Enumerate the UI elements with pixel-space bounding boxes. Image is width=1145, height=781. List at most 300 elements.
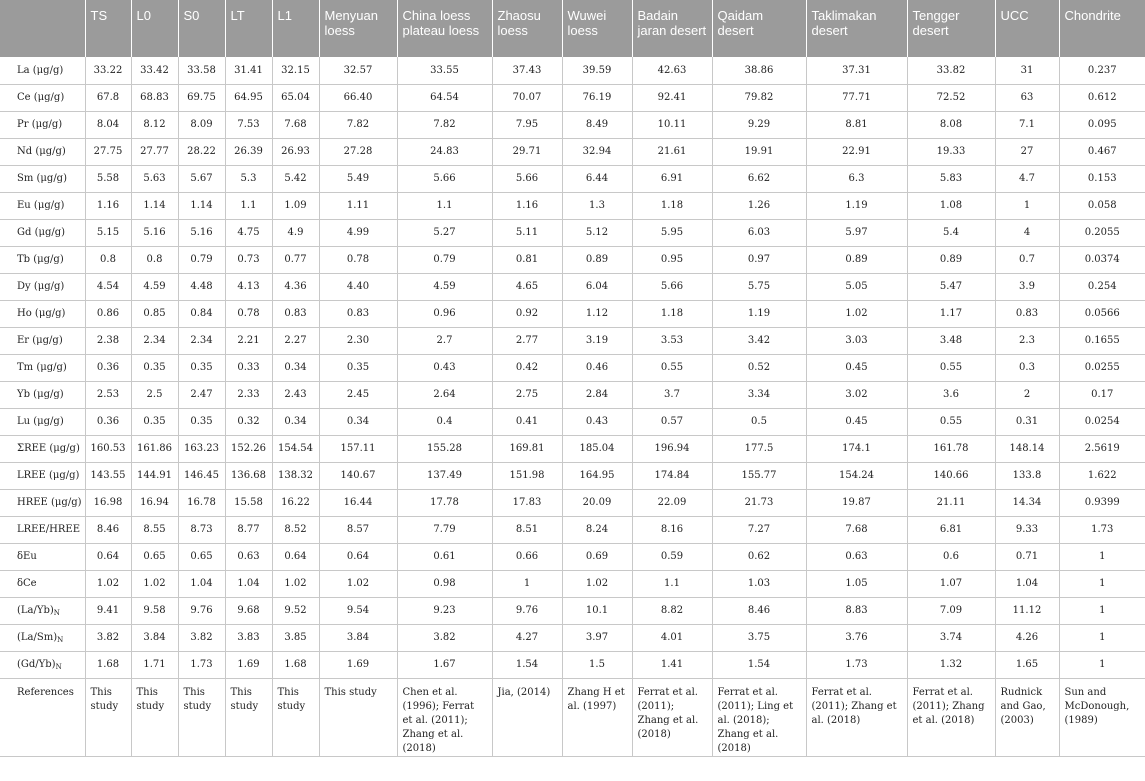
table-cell: 5.58: [85, 165, 131, 192]
table-row: [0, 408, 1145, 435]
column-header: Qaidam desert: [712, 0, 806, 57]
table-cell: 27.75: [85, 138, 131, 165]
table-cell: 63: [995, 84, 1059, 111]
table-cell: 0.83: [995, 300, 1059, 327]
row-label-text: (La/Yb): [17, 605, 54, 616]
table-cell: 0.35: [178, 354, 225, 381]
table-cell: 2.34: [131, 327, 178, 354]
table-cell: 9.58: [131, 597, 178, 624]
table-cell: 0.89: [907, 246, 995, 273]
table-cell: 4.59: [131, 273, 178, 300]
column-header: Menyuan loess: [319, 0, 397, 57]
table-cell: 2.47: [178, 381, 225, 408]
table-cell: 5.66: [397, 165, 492, 192]
table-cell: 0.7: [995, 246, 1059, 273]
table-cell: 1.16: [85, 192, 131, 219]
table-cell: 8.09: [178, 111, 225, 138]
column-header: Chondrite: [1059, 0, 1145, 57]
table-row: [0, 165, 1145, 192]
table-cell: 2.21: [225, 327, 272, 354]
table-cell: 77.71: [806, 84, 907, 111]
table-cell: 0.35: [319, 354, 397, 381]
table-cell: 3.97: [562, 624, 632, 651]
table-cell: 0.0254: [1059, 408, 1145, 435]
table-cell: 0.254: [1059, 273, 1145, 300]
table-cell: 0.2055: [1059, 219, 1145, 246]
column-header: TS: [85, 0, 131, 57]
table-cell: 8.73: [178, 516, 225, 543]
table-cell: 9.76: [492, 597, 562, 624]
table-row: [0, 192, 1145, 219]
table-cell: 8.04: [85, 111, 131, 138]
table-cell: 21.73: [712, 489, 806, 516]
table-cell: 6.62: [712, 165, 806, 192]
table-cell: 0.62: [712, 543, 806, 570]
table-cell: 3.82: [85, 624, 131, 651]
table-cell: 0.86: [85, 300, 131, 327]
table-cell: 4.9: [272, 219, 319, 246]
table-cell: 5.3: [225, 165, 272, 192]
table-cell: 169.81: [492, 435, 562, 462]
table-cell: 8.55: [131, 516, 178, 543]
table-cell: 5.12: [562, 219, 632, 246]
row-label-subscript: N: [55, 663, 62, 671]
row-label-text: Sm (μg/g): [17, 173, 67, 184]
table-cell: 0.69: [562, 543, 632, 570]
table-cell: 8.57: [319, 516, 397, 543]
table-cell: 64.95: [225, 84, 272, 111]
table-cell: 1.69: [225, 651, 272, 678]
table-cell: 7.27: [712, 516, 806, 543]
table-cell: 1.1: [397, 192, 492, 219]
table-cell: 1.03: [712, 570, 806, 597]
table-cell: 28.22: [178, 138, 225, 165]
table-cell: 0.84: [178, 300, 225, 327]
table-cell: 3.82: [397, 624, 492, 651]
table-cell: 2.77: [492, 327, 562, 354]
column-header: Taklimakan desert: [806, 0, 907, 57]
table-cell: 0.45: [806, 408, 907, 435]
row-label-text: La (μg/g): [17, 64, 64, 76]
table-cell: 92.41: [632, 84, 712, 111]
table-cell: 8.51: [492, 516, 562, 543]
table-cell: 196.94: [632, 435, 712, 462]
table-cell: 0.36: [85, 408, 131, 435]
row-label-text: (La/Sm): [17, 632, 58, 643]
table-cell: 1.02: [562, 570, 632, 597]
table-cell: 1: [492, 570, 562, 597]
row-label-text: Nd (μg/g): [17, 146, 66, 157]
table-row: [0, 597, 1145, 624]
table-cell: 0.64: [319, 543, 397, 570]
table-cell: 1.1: [632, 570, 712, 597]
table-cell: 3.82: [178, 624, 225, 651]
table-cell: 21.11: [907, 489, 995, 516]
row-label-text: HREE (μg/g): [17, 497, 82, 508]
table-row: [0, 489, 1145, 516]
column-header: L0: [131, 0, 178, 57]
table-cell: 0.78: [319, 246, 397, 273]
table-cell: 1.04: [225, 570, 272, 597]
table-cell: 3.9: [995, 273, 1059, 300]
table-cell: 3.48: [907, 327, 995, 354]
table-cell: 9.76: [178, 597, 225, 624]
table-cell: 8.81: [806, 111, 907, 138]
table-cell: 68.83: [131, 84, 178, 111]
table-cell: 2.45: [319, 381, 397, 408]
table-cell: 0.0255: [1059, 354, 1145, 381]
table-cell: 163.23: [178, 435, 225, 462]
table-cell: 0.78: [225, 300, 272, 327]
table-cell: 5.49: [319, 165, 397, 192]
table-cell: 69.75: [178, 84, 225, 111]
table-cell: 0.5: [712, 408, 806, 435]
table-cell: 1.02: [806, 300, 907, 327]
table-cell: 0.42: [492, 354, 562, 381]
table-cell: 0.467: [1059, 138, 1145, 165]
table-cell: 177.5: [712, 435, 806, 462]
reference-cell: This study: [272, 678, 319, 756]
table-cell: 5.16: [131, 219, 178, 246]
table-cell: 17.78: [397, 489, 492, 516]
reference-cell: Jia, (2014): [492, 678, 562, 756]
row-label: [0, 462, 85, 489]
table-cell: 37.31: [806, 57, 907, 84]
row-label-text: Ho (μg/g): [17, 308, 66, 319]
reference-cell: Ferrat et al. (2011); Zhang et al. (2018): [907, 678, 995, 756]
table-cell: 1.17: [907, 300, 995, 327]
table-cell: 0.64: [85, 543, 131, 570]
table-cell: 1.67: [397, 651, 492, 678]
table-cell: 66.40: [319, 84, 397, 111]
table-cell: 140.67: [319, 462, 397, 489]
table-cell: 4.65: [492, 273, 562, 300]
table-cell: 1.02: [272, 570, 319, 597]
row-label: [0, 273, 85, 300]
table-cell: 0.153: [1059, 165, 1145, 192]
table-cell: 0.237: [1059, 57, 1145, 84]
row-label-text: ΣREE (μg/g): [17, 443, 80, 454]
row-label-text: LREE (μg/g): [17, 470, 80, 481]
column-header: LT: [225, 0, 272, 57]
table-cell: 4.36: [272, 273, 319, 300]
column-header: Badain jaran desert: [632, 0, 712, 57]
table-cell: 3.34: [712, 381, 806, 408]
table-cell: 22.09: [632, 489, 712, 516]
table-cell: 19.33: [907, 138, 995, 165]
row-label-text: δCe: [17, 578, 37, 589]
table-cell: 1.04: [995, 570, 1059, 597]
table-cell: 16.22: [272, 489, 319, 516]
table-cell: 0.85: [131, 300, 178, 327]
table-cell: 164.95: [562, 462, 632, 489]
row-label: References: [0, 678, 85, 756]
table-cell: 4.13: [225, 273, 272, 300]
table-cell: 185.04: [562, 435, 632, 462]
table-cell: 3.83: [225, 624, 272, 651]
table-cell: 2.53: [85, 381, 131, 408]
table-cell: 2.7: [397, 327, 492, 354]
table-cell: 0.0566: [1059, 300, 1145, 327]
table-cell: 29.71: [492, 138, 562, 165]
table-cell: 0.64: [272, 543, 319, 570]
table-cell: 7.1: [995, 111, 1059, 138]
table-cell: 146.45: [178, 462, 225, 489]
table-cell: 33.42: [131, 57, 178, 84]
table-cell: 7.68: [272, 111, 319, 138]
row-label-subscript: N: [57, 636, 64, 644]
table-cell: 2.64: [397, 381, 492, 408]
table-cell: 7.95: [492, 111, 562, 138]
table-cell: 1.18: [632, 192, 712, 219]
table-cell: 9.33: [995, 516, 1059, 543]
table-cell: 5.63: [131, 165, 178, 192]
table-cell: 16.98: [85, 489, 131, 516]
table-cell: 1.14: [131, 192, 178, 219]
table-cell: 8.08: [907, 111, 995, 138]
table-cell: 20.09: [562, 489, 632, 516]
table-cell: 3.42: [712, 327, 806, 354]
table-cell: 42.63: [632, 57, 712, 84]
table-cell: 3.7: [632, 381, 712, 408]
table-cell: 1.19: [806, 192, 907, 219]
table-cell: 8.12: [131, 111, 178, 138]
reference-cell: This study: [225, 678, 272, 756]
table-row: [0, 516, 1145, 543]
table-cell: 5.66: [492, 165, 562, 192]
table-cell: 2.43: [272, 381, 319, 408]
table-cell: 0.34: [319, 408, 397, 435]
table-cell: 1.68: [272, 651, 319, 678]
table-cell: 0.63: [225, 543, 272, 570]
table-cell: 8.52: [272, 516, 319, 543]
table-cell: 0.43: [562, 408, 632, 435]
column-header: L1: [272, 0, 319, 57]
table-cell: 0.34: [272, 408, 319, 435]
table-cell: 1.12: [562, 300, 632, 327]
table-cell: 1.02: [319, 570, 397, 597]
table-cell: 0.612: [1059, 84, 1145, 111]
row-label-text: Dy (μg/g): [17, 281, 65, 292]
table-cell: 0.81: [492, 246, 562, 273]
table-cell: 0.65: [131, 543, 178, 570]
row-label: [0, 138, 85, 165]
column-header: Wuwei loess: [562, 0, 632, 57]
table-cell: 9.41: [85, 597, 131, 624]
table-cell: 67.8: [85, 84, 131, 111]
table-cell: 0.65: [178, 543, 225, 570]
row-label: [0, 192, 85, 219]
table-cell: 0.55: [907, 408, 995, 435]
table-cell: 4.75: [225, 219, 272, 246]
row-label: [0, 219, 85, 246]
reference-cell: This study: [178, 678, 225, 756]
table-cell: 3.02: [806, 381, 907, 408]
table-row: [0, 138, 1145, 165]
table-cell: 3.6: [907, 381, 995, 408]
row-label: [0, 435, 85, 462]
table-cell: 154.24: [806, 462, 907, 489]
table-cell: 7.09: [907, 597, 995, 624]
row-label-text: δEu: [17, 551, 37, 562]
table-cell: 0.52: [712, 354, 806, 381]
table-cell: 144.91: [131, 462, 178, 489]
table-cell: 27: [995, 138, 1059, 165]
table-cell: 2.33: [225, 381, 272, 408]
table-cell: 2.5: [131, 381, 178, 408]
table-cell: 32.15: [272, 57, 319, 84]
table-cell: 0.92: [492, 300, 562, 327]
table-cell: 2.75: [492, 381, 562, 408]
table-cell: 14.34: [995, 489, 1059, 516]
table-cell: 0.79: [178, 246, 225, 273]
table-cell: 2.3: [995, 327, 1059, 354]
row-label: [0, 111, 85, 138]
table-cell: 1.41: [632, 651, 712, 678]
table-cell: 1.54: [492, 651, 562, 678]
table-cell: 0.66: [492, 543, 562, 570]
table-cell: 5.66: [632, 273, 712, 300]
table-row: [0, 111, 1145, 138]
row-label: [0, 165, 85, 192]
row-label-text: Tb (μg/g): [17, 254, 64, 265]
table-cell: 151.98: [492, 462, 562, 489]
table-cell: 31: [995, 57, 1059, 84]
table-cell: 138.32: [272, 462, 319, 489]
table-cell: 6.91: [632, 165, 712, 192]
row-label: [0, 543, 85, 570]
header-corner: [0, 0, 85, 57]
table-cell: 33.82: [907, 57, 995, 84]
table-cell: 16.44: [319, 489, 397, 516]
table-cell: 37.43: [492, 57, 562, 84]
table-cell: 161.86: [131, 435, 178, 462]
table-cell: 79.82: [712, 84, 806, 111]
table-row: [0, 219, 1145, 246]
column-header: Tengger desert: [907, 0, 995, 57]
table-cell: 6.81: [907, 516, 995, 543]
table-cell: 16.78: [178, 489, 225, 516]
table-cell: 0.8: [85, 246, 131, 273]
table-cell: 0.17: [1059, 381, 1145, 408]
table-cell: 65.04: [272, 84, 319, 111]
table-cell: 2.30: [319, 327, 397, 354]
table-cell: 1.26: [712, 192, 806, 219]
column-header: China loess plateau loess: [397, 0, 492, 57]
table-cell: 1.09: [272, 192, 319, 219]
table-cell: 31.41: [225, 57, 272, 84]
table-cell: 6.44: [562, 165, 632, 192]
table-cell: 8.77: [225, 516, 272, 543]
table-cell: 7.82: [319, 111, 397, 138]
table-cell: 38.86: [712, 57, 806, 84]
table-cell: 6.3: [806, 165, 907, 192]
table-cell: 0.63: [806, 543, 907, 570]
row-label: [0, 354, 85, 381]
row-label: [0, 300, 85, 327]
table-cell: 0.95: [632, 246, 712, 273]
row-label: [0, 57, 85, 84]
table-row: [0, 435, 1145, 462]
table-cell: 0.55: [632, 354, 712, 381]
table-cell: 1.32: [907, 651, 995, 678]
table-cell: 174.1: [806, 435, 907, 462]
table-cell: 0.31: [995, 408, 1059, 435]
row-label: [0, 381, 85, 408]
table-cell: 26.93: [272, 138, 319, 165]
table-cell: 1.05: [806, 570, 907, 597]
table-cell: 0.6: [907, 543, 995, 570]
table-cell: 6.04: [562, 273, 632, 300]
table-cell: 8.49: [562, 111, 632, 138]
table-cell: 1.622: [1059, 462, 1145, 489]
reference-cell: Rudnick and Gao, (2003): [995, 678, 1059, 756]
table-cell: 4.01: [632, 624, 712, 651]
table-cell: 5.95: [632, 219, 712, 246]
table-cell: 2.38: [85, 327, 131, 354]
row-label: [0, 597, 85, 624]
table-cell: 154.54: [272, 435, 319, 462]
row-label-text: (Gd/Yb): [17, 659, 56, 670]
table-cell: 5.4: [907, 219, 995, 246]
table-row: [0, 624, 1145, 651]
table-cell: 5.47: [907, 273, 995, 300]
table-cell: 0.1655: [1059, 327, 1145, 354]
table-cell: 9.52: [272, 597, 319, 624]
row-label: [0, 84, 85, 111]
table-row: [0, 381, 1145, 408]
row-label-text: Lu (μg/g): [17, 416, 64, 427]
table-cell: 3.03: [806, 327, 907, 354]
table-cell: 4: [995, 219, 1059, 246]
table-cell: 16.94: [131, 489, 178, 516]
table-cell: 148.14: [995, 435, 1059, 462]
table-cell: 2.5619: [1059, 435, 1145, 462]
table-cell: 7.68: [806, 516, 907, 543]
table-cell: 1: [995, 192, 1059, 219]
table-cell: 155.28: [397, 435, 492, 462]
table-cell: 0.35: [178, 408, 225, 435]
table-row: [0, 246, 1145, 273]
table-cell: 0.83: [272, 300, 319, 327]
table-cell: 5.27: [397, 219, 492, 246]
table-cell: 1.08: [907, 192, 995, 219]
table-cell: 0.97: [712, 246, 806, 273]
table-cell: 0.71: [995, 543, 1059, 570]
table-cell: 0.79: [397, 246, 492, 273]
table-cell: 1.04: [178, 570, 225, 597]
table-cell: 1.69: [319, 651, 397, 678]
table-cell: 32.57: [319, 57, 397, 84]
table-cell: 0.83: [319, 300, 397, 327]
table-cell: 0.35: [131, 408, 178, 435]
table-cell: 17.83: [492, 489, 562, 516]
table-cell: 1.3: [562, 192, 632, 219]
table-cell: 0.73: [225, 246, 272, 273]
table-cell: 22.91: [806, 138, 907, 165]
table-cell: 174.84: [632, 462, 712, 489]
table-cell: 0.45: [806, 354, 907, 381]
table-cell: 1.73: [1059, 516, 1145, 543]
table-cell: 1.73: [806, 651, 907, 678]
reference-cell: This study: [319, 678, 397, 756]
table-cell: 0.0374: [1059, 246, 1145, 273]
row-label-text: Yb (μg/g): [17, 389, 64, 400]
table-cell: 10.1: [562, 597, 632, 624]
table-cell: 0.61: [397, 543, 492, 570]
column-header: UCC: [995, 0, 1059, 57]
table-cell: 1.16: [492, 192, 562, 219]
